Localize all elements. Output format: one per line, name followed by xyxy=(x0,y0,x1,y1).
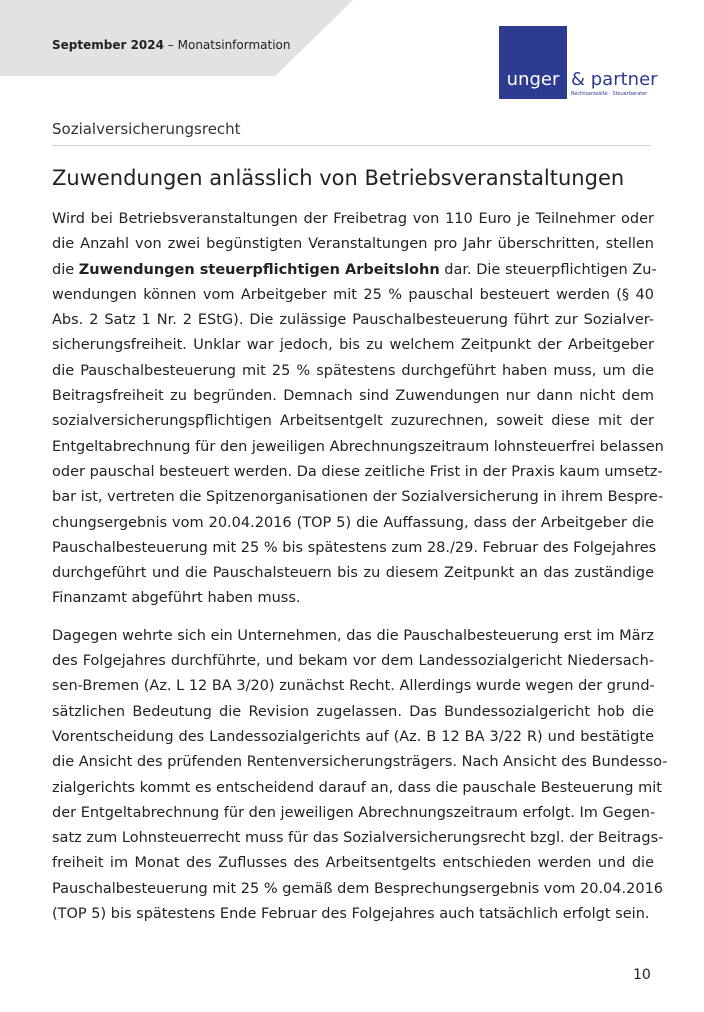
header-separator: – xyxy=(163,38,178,52)
text-line: sicherungsfreiheit. Unklar war jedoch, bis zu welchem Zeitpunkt der Arbeitgeber xyxy=(52,337,654,354)
text-line xyxy=(52,258,657,283)
page-number: 10 xyxy=(633,967,651,983)
text-line: satz zum Lohnsteuerrecht muss für das Sozialversicherungsrecht bzgl. der Beitrags- xyxy=(52,830,664,847)
text-line: die Ansicht des prüfenden Rentenversicherungsträgers. Nach Ansicht des Bundesso- xyxy=(52,754,668,771)
section-divider xyxy=(52,145,651,146)
text-line: Wird bei Betriebsveranstaltungen der Freibetrag von 110 Euro je Teilnehmer oder xyxy=(52,211,654,227)
text-line: die Pauschalbesteuerung mit 25 % spätestens durchgeführt haben muss, um die xyxy=(52,362,654,379)
text-line: sätzlichen Bedeutung die Revision zugelassen. Das Bundessozialgericht hob die xyxy=(52,703,654,720)
header-issue-line xyxy=(52,38,291,52)
logo-name-secondary: & partner xyxy=(571,69,658,90)
logo-name-primary: unger xyxy=(506,69,560,90)
paragraph-1 xyxy=(52,207,664,612)
emphasis-text: Zuwendungen steuerpflichtigen Arbeitslohn xyxy=(78,261,440,278)
logo-tagline: Rechtsanwälte · Steuerberater xyxy=(571,91,648,97)
text-line: Entgeltabrechnung für den jeweiligen Abrechnungszeitraum lohnsteuerfrei belassen xyxy=(52,438,664,455)
article-title: Zuwendungen anlässlich von Betriebsveranstaltungen xyxy=(52,166,625,190)
text-line: Vorentscheidung des Landessozialgerichts auf (Az. B 12 BA 3/22 R) und bestätigte xyxy=(52,728,654,745)
text-line: wendungen können vom Arbeitgeber mit 25 % pauschal besteuert werden (§ 40 xyxy=(52,286,654,303)
text-line: des Folgejahres durchführte, und bekam vor dem Landessozialgericht Niedersach- xyxy=(52,653,654,670)
text-line: Pauschalbesteuerung mit 25 % gemäß dem Besprechungsergebnis vom 20.04.2016 xyxy=(52,880,664,897)
text-segment: die xyxy=(52,261,79,278)
text-line: sozialversicherungspflichtigen Arbeitsentgelt zuzurechnen, soweit diese mit der xyxy=(52,413,654,430)
text-line: Dagegen wehrte sich ein Unternehmen, das die Pauschalbesteuerung erst im März xyxy=(52,627,655,644)
text-line: Finanzamt abgeführt haben muss. xyxy=(52,590,301,607)
text-line: chungsergebnis vom 20.04.2016 (TOP 5) die Auffassung, dass der Arbeitgeber die xyxy=(52,514,654,531)
text-line: zialgerichts kommt es entscheidend darauf an, dass die pauschale Besteuerung mit xyxy=(52,779,662,796)
text-segment: dar. Die steuerpflichtigen Zu- xyxy=(439,261,657,278)
text-line: (TOP 5) bis spätestens Ende Februar des Folgejahres auch tatsächlich erfolgt sein. xyxy=(52,906,650,923)
text-line: Pauschalbesteuerung mit 25 % bis spätestens zum 28./29. Februar des Folgejahres xyxy=(52,539,657,556)
header-date: September 2024 xyxy=(52,38,164,52)
text-line: sen-Bremen (Az. L 12 BA 3/20) zunächst Recht. Allerdings wurde wegen der grund- xyxy=(52,678,655,695)
section-label: Sozialversicherungsrecht xyxy=(52,120,241,138)
text-line: Abs. 2 Satz 1 Nr. 2 EStG). Die zulässige Pauschalbesteuerung führt zur Sozialver- xyxy=(52,312,654,329)
text-line: der Entgeltabrechnung für den jeweiligen Abrechnungszeitraum erfolgt. Im Gegen- xyxy=(52,804,656,821)
text-line: die Anzahl von zwei begünstigten Veranstaltungen pro Jahr überschritten, stellen xyxy=(52,236,654,253)
article-body xyxy=(52,207,668,927)
header-subtitle: Monatsinformation xyxy=(177,38,291,52)
text-line: bar ist, vertreten die Spitzenorganisationen der Sozialversicherung in ihrem Bespre- xyxy=(52,489,664,506)
text-line: Beitragsfreiheit zu begründen. Demnach sind Zuwendungen nur dann nicht dem xyxy=(52,388,654,405)
text-line: oder pauschal besteuert werden. Da diese zeitliche Frist in der Praxis kaum umsetz- xyxy=(52,463,663,480)
text-line: freiheit im Monat des Zuflusses des Arbeitsentgelts entschieden werden und die xyxy=(52,855,654,872)
text-line: durchgeführt und die Pauschalsteuern bis zu diesem Zeitpunkt an das zuständige xyxy=(52,565,654,582)
paragraph-2 xyxy=(52,624,668,928)
logo xyxy=(499,70,658,90)
